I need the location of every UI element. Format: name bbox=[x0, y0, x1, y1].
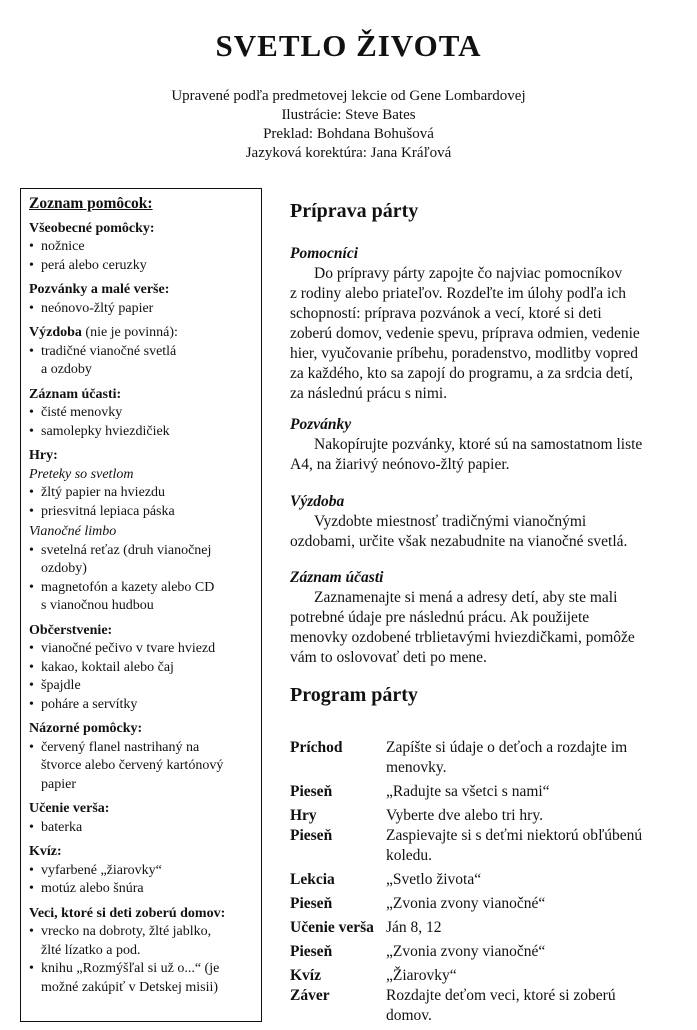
value-line: domov. bbox=[386, 1007, 432, 1024]
program-value: Ján 8, 12 bbox=[386, 919, 442, 936]
list-item: • perá alebo ceruzky bbox=[29, 257, 255, 276]
invites-heading: Pozvánky bbox=[290, 416, 352, 433]
attendance-section bbox=[290, 568, 675, 668]
paragraph-line: Do prípravy párty zapojte čo najviac pomocníkov bbox=[314, 265, 623, 282]
list-item: • magnetofón a kazety alebo CD bbox=[29, 579, 255, 598]
section-games bbox=[29, 447, 255, 616]
program-row bbox=[290, 806, 690, 826]
paragraph-line: menovky ozdobené trblietavými hviezdičkami, pomôže bbox=[290, 629, 635, 646]
prep-heading: Príprava párty bbox=[290, 200, 419, 222]
decor-section bbox=[290, 492, 675, 552]
program-value: Vyberte dve alebo tri hry. bbox=[386, 807, 543, 824]
program-row bbox=[290, 826, 690, 866]
program-table bbox=[290, 738, 690, 1030]
invites-section bbox=[290, 415, 675, 475]
paragraph-line: ozdobami, určite však nezabudnite na vianočné svetlá. bbox=[290, 533, 628, 550]
value-line: Zaspievajte si s deťmi niektorú obľúbenú bbox=[386, 827, 643, 844]
paragraph-line: za následnú prácu s nimi. bbox=[290, 385, 448, 402]
paragraph-line: potrebné údaje pre následnú prácu. Ak použijete bbox=[290, 609, 590, 626]
list-item-continued: a ozdoby bbox=[41, 362, 92, 377]
paragraph-line: Vyzdobte miestnosť tradičnými vianočnými bbox=[314, 513, 587, 530]
paragraph-line: Zaznamenajte si mená a adresy detí, aby ste mali bbox=[314, 589, 618, 606]
section-heading-note: (nie je povinná): bbox=[81, 325, 178, 340]
program-value bbox=[386, 826, 676, 866]
paragraph-line: hier, vyučovanie príbehu, poradenstvo, modlitby vopred bbox=[290, 345, 639, 362]
game-name: Preteky so svetlom bbox=[29, 466, 134, 482]
helpers-heading: Pomocníci bbox=[290, 245, 359, 262]
page-title: SVETLO ŽIVOTA bbox=[215, 28, 482, 63]
program-label: Pieseň bbox=[290, 783, 333, 800]
section-heading: Záznam účasti: bbox=[29, 386, 122, 402]
list-item: • neónovo-žltý papier bbox=[29, 300, 255, 319]
section-heading-text: Výzdoba bbox=[29, 325, 82, 340]
game-name: Vianočné limbo bbox=[29, 524, 117, 539]
credit-translation: Preklad: Bohdana Bohušová bbox=[263, 126, 434, 142]
program-value: „Žiarovky“ bbox=[386, 967, 457, 984]
section-heading: Občerstvenie: bbox=[29, 622, 113, 638]
supplies-list-box bbox=[20, 188, 262, 1022]
list-item: • motúz alebo šnúra bbox=[29, 880, 255, 899]
section-take-home bbox=[29, 905, 255, 998]
section-heading bbox=[29, 324, 255, 343]
value-line: Zapíšte si údaje o deťoch a rozdajte im bbox=[386, 739, 628, 756]
paragraph-line: za každého, kto sa zapojí do programu, a za srdcia detí, bbox=[290, 365, 634, 382]
list-item: • vianočné pečivo v tvare hviezd bbox=[29, 640, 255, 659]
list-item: • baterka bbox=[29, 819, 255, 838]
section-heading: Všeobecné pomôcky: bbox=[29, 220, 155, 236]
section-heading: Pozvánky a malé verše: bbox=[29, 282, 170, 297]
section-heading: Názorné pomôcky: bbox=[29, 721, 143, 736]
paragraph-line: A4, na žiarivý neónovo-žltý papier. bbox=[290, 456, 510, 473]
program-label: Lekcia bbox=[290, 871, 335, 888]
section-visual-aids bbox=[29, 720, 255, 794]
paragraph-line: Nakopírujte pozvánky, ktoré sú na samostatnom liste bbox=[314, 436, 643, 453]
program-row bbox=[290, 942, 690, 962]
list-item: • kakao, koktail alebo čaj bbox=[29, 659, 255, 678]
program-value bbox=[386, 986, 676, 1026]
program-row bbox=[290, 986, 690, 1026]
decor-heading: Výzdoba bbox=[290, 493, 345, 510]
supplies-list-title: Zoznam pomôcok: bbox=[29, 195, 153, 212]
list-item-continued: žlté lízatko a pod. bbox=[41, 942, 141, 958]
list-item-continued: možné zakúpiť v Detskej misii) bbox=[41, 979, 219, 995]
section-verse bbox=[29, 800, 255, 837]
credit-illustrations: Ilustrácie: Steve Bates bbox=[281, 107, 416, 123]
program-heading: Program párty bbox=[290, 684, 418, 706]
list-item: • čisté menovky bbox=[29, 404, 255, 423]
section-heading: Hry: bbox=[29, 448, 58, 463]
program-label: Učenie verša bbox=[290, 919, 374, 936]
list-item: • knihu „Rozmýšľal si už o...“ (je bbox=[29, 960, 255, 979]
program-label: Pieseň bbox=[290, 943, 333, 960]
list-item: • tradičné vianočné svetlá bbox=[29, 343, 255, 362]
program-value: „Radujte sa všetci s nami“ bbox=[386, 783, 550, 800]
program-row bbox=[290, 918, 690, 938]
list-item: • svetelná reťaz (druh vianočnej bbox=[29, 542, 255, 561]
program-row bbox=[290, 966, 690, 986]
value-line: Rozdajte deťom veci, ktoré si zoberú bbox=[386, 987, 616, 1004]
list-item: • samolepky hviezdičiek bbox=[29, 423, 255, 442]
program-label: Záver bbox=[290, 987, 330, 1004]
value-line: koledu. bbox=[386, 847, 433, 864]
program-row bbox=[290, 894, 690, 914]
section-heading: Učenie verša: bbox=[29, 801, 110, 816]
section-heading: Kvíz: bbox=[29, 844, 62, 859]
program-value bbox=[386, 738, 676, 778]
credit-proofreading: Jazyková korektúra: Jana Kráľová bbox=[245, 145, 452, 161]
paragraph-line: zoberú domov, vedenie spevu, príprava odmien, vedenie bbox=[290, 325, 640, 342]
paragraph-line: vám to oslovovať deti po mene. bbox=[290, 649, 487, 666]
helpers-section bbox=[290, 244, 675, 404]
list-item-continued: štvorce alebo červený kartónový bbox=[41, 758, 224, 773]
section-general bbox=[29, 220, 255, 276]
program-row bbox=[290, 738, 690, 778]
section-decor bbox=[29, 324, 255, 380]
list-item: • priesvitná lepiaca páska bbox=[29, 503, 255, 522]
section-refreshments bbox=[29, 622, 255, 715]
program-value: „Zvonia zvony vianočné“ bbox=[386, 943, 546, 960]
list-item: • špajdle bbox=[29, 677, 255, 696]
program-label: Kvíz bbox=[290, 967, 321, 984]
list-item: • žltý papier na hviezdu bbox=[29, 484, 255, 503]
program-label: Pieseň bbox=[290, 827, 333, 844]
list-item-continued: papier bbox=[41, 776, 76, 792]
program-label: Príchod bbox=[290, 739, 343, 756]
program-label: Hry bbox=[290, 807, 317, 824]
credit-adaptation: Upravené podľa predmetovej lekcie od Gene Lombardovej bbox=[171, 88, 526, 104]
list-item: • nožnice bbox=[29, 238, 255, 257]
attendance-heading: Záznam účasti bbox=[290, 569, 384, 586]
section-heading: Veci, ktoré si deti zoberú domov: bbox=[29, 905, 226, 921]
credits bbox=[0, 87, 697, 163]
program-value: „Svetlo života“ bbox=[386, 871, 482, 888]
program-row bbox=[290, 870, 690, 890]
program-label: Pieseň bbox=[290, 895, 333, 912]
list-item-continued: ozdoby) bbox=[41, 561, 87, 576]
value-line: menovky. bbox=[386, 759, 447, 776]
program-value: „Zvonia zvony vianočné“ bbox=[386, 895, 546, 912]
section-quiz bbox=[29, 843, 255, 899]
list-item-continued: s vianočnou hudbou bbox=[41, 598, 154, 613]
paragraph-line: schopností: príprava pozvánok a vecí, ktoré si deti bbox=[290, 305, 602, 322]
list-item: • poháre a servítky bbox=[29, 696, 255, 715]
section-attendance bbox=[29, 386, 255, 442]
section-invites bbox=[29, 281, 255, 318]
list-item: • vyfarbené „žiarovky“ bbox=[29, 862, 255, 881]
list-item: • vrecko na dobroty, žlté jablko, bbox=[29, 923, 255, 942]
list-item: • červený flanel nastrihaný na bbox=[29, 739, 255, 758]
program-row bbox=[290, 782, 690, 802]
paragraph-line: z rodiny alebo priateľov. Rozdeľte im úlohy podľa ich bbox=[290, 285, 626, 302]
